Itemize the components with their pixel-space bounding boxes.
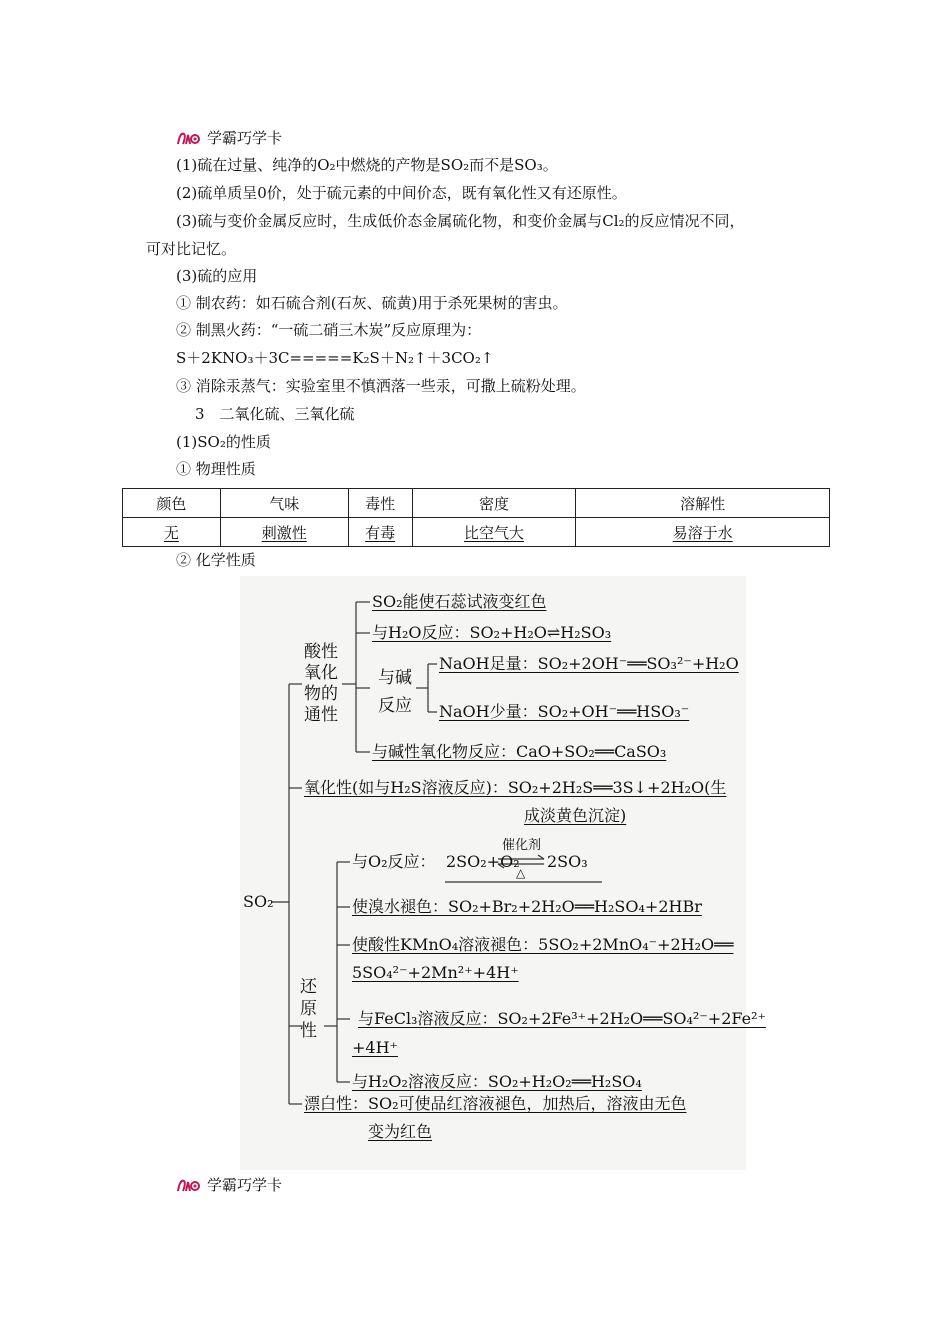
- study-card-logo-icon: [176, 1177, 202, 1193]
- o2-reaction-right: 2SO₃: [547, 852, 588, 871]
- bromine-water-reaction: 使溴水褪色：SO₂+Br₂+2H₂O══H₂SO₄+2HBr: [352, 897, 702, 916]
- litmus-reaction: SO₂能使石蕊试液变红色: [372, 592, 547, 611]
- diagram-root-so2: SO₂: [243, 892, 274, 911]
- chemical-properties-diagram: [240, 576, 766, 1170]
- o2-catalyst: 催化剂: [502, 838, 542, 853]
- header-solubility: 溶解性: [576, 489, 830, 518]
- chemical-properties-heading: ② 化学性质: [176, 551, 256, 569]
- value-density: 比空气大: [463, 523, 524, 542]
- study-card-logo-icon: [176, 130, 202, 146]
- oxidizing-property-cont: 成淡黄色沉淀): [524, 806, 627, 825]
- so2-properties-heading: (1)SO₂的性质: [176, 433, 271, 451]
- naoh-limited-reaction: NaOH少量：SO₂+OH⁻══HSO₃⁻: [439, 702, 690, 721]
- header-color: 颜色: [123, 489, 221, 518]
- value-color: 无: [163, 523, 179, 542]
- fecl3-reaction-cont: +4H⁺: [352, 1038, 398, 1057]
- study-card-heading-2: [176, 1174, 282, 1195]
- basic-oxide-reaction: 与碱性氧化物反应：CaO+SO₂══CaSO₃: [372, 742, 667, 761]
- note-3-cont: 可对比记忆。: [146, 240, 237, 258]
- study-card-title: 学霸巧学卡: [207, 129, 283, 147]
- application-1: ① 制农药：如石硫合剂(石灰、硫黄)用于杀死果树的害虫。: [176, 294, 568, 312]
- table-header-row: [123, 489, 830, 518]
- physical-properties-table: [122, 488, 830, 547]
- reducing-group-label: 还原性: [300, 977, 317, 1041]
- o2-heat-symbol: △: [516, 866, 526, 880]
- value-odor: 刺激性: [261, 523, 307, 542]
- value-solubility: 易溶于水: [672, 523, 733, 542]
- kmno4-reaction: 使酸性KMnO₄溶液褪色：5SO₂+2MnO₄⁻+2H₂O══: [352, 935, 734, 954]
- study-card-heading: [176, 127, 282, 148]
- note-2: (2)硫单质呈0价，处于硫元素的中间价态，既有氧化性又有还原性。: [176, 184, 627, 202]
- application-3: ③ 消除汞蒸气：实验室里不慎洒落一些汞，可撒上硫粉处理。: [176, 377, 586, 395]
- kmno4-reaction-cont: 5SO₄²⁻+2Mn²⁺+4H⁺: [352, 963, 519, 982]
- gunpowder-equation: S＋2KNO₃＋3C=====K₂S＋N₂↑＋3CO₂↑: [176, 349, 494, 367]
- section-title: 3 二氧化硫、三氧化硫: [195, 405, 355, 423]
- o2-reaction-label: 与O₂反应：: [352, 852, 436, 871]
- oxidizing-property: 氧化性(如与H₂S溶液反应)：SO₂+2H₂S══3S↓+2H₂O(生: [304, 778, 727, 797]
- header-density: 密度: [412, 489, 576, 518]
- o2-reaction-left: 2SO₂+O₂: [446, 852, 520, 871]
- bleaching-property-cont: 变为红色: [368, 1122, 433, 1141]
- header-odor: 气味: [220, 489, 348, 518]
- h2o2-reaction: 与H₂O₂溶液反应：SO₂+H₂O₂══H₂SO₄: [352, 1072, 642, 1091]
- application-2: ② 制黑火药：“一硫二硝三木炭”反应原理为：: [176, 321, 482, 339]
- value-toxicity: 有毒: [365, 523, 396, 542]
- note-3: (3)硫与变价金属反应时，生成低价态金属硫化物，和变价金属与Cl₂的反应情况不同，: [176, 212, 745, 230]
- application-heading: (3)硫的应用: [176, 267, 258, 285]
- note-1: (1)硫在过量、纯净的O₂中燃烧的产物是SO₂而不是SO₃。: [176, 156, 558, 174]
- physical-properties-heading: ① 物理性质: [176, 460, 256, 478]
- fecl3-reaction: 与FeCl₃溶液反应：SO₂+2Fe³⁺+2H₂O══SO₄²⁻+2Fe²⁺: [358, 1009, 766, 1028]
- acid-oxide-group-label: 酸性氧化物的通性: [304, 642, 338, 725]
- study-card-title-2: 学霸巧学卡: [207, 1176, 283, 1194]
- base-reaction-group-label: 与碱反应: [378, 668, 412, 716]
- naoh-excess-reaction: NaOH足量：SO₂+2OH⁻══SO₃²⁻+H₂O: [439, 654, 739, 673]
- table-row: [123, 518, 830, 547]
- bleaching-property: 漂白性：SO₂可使品红溶液褪色，加热后，溶液由无色: [304, 1094, 687, 1113]
- water-reaction: 与H₂O反应：SO₂+H₂O⇌H₂SO₃: [372, 623, 612, 642]
- header-toxicity: 毒性: [348, 489, 412, 518]
